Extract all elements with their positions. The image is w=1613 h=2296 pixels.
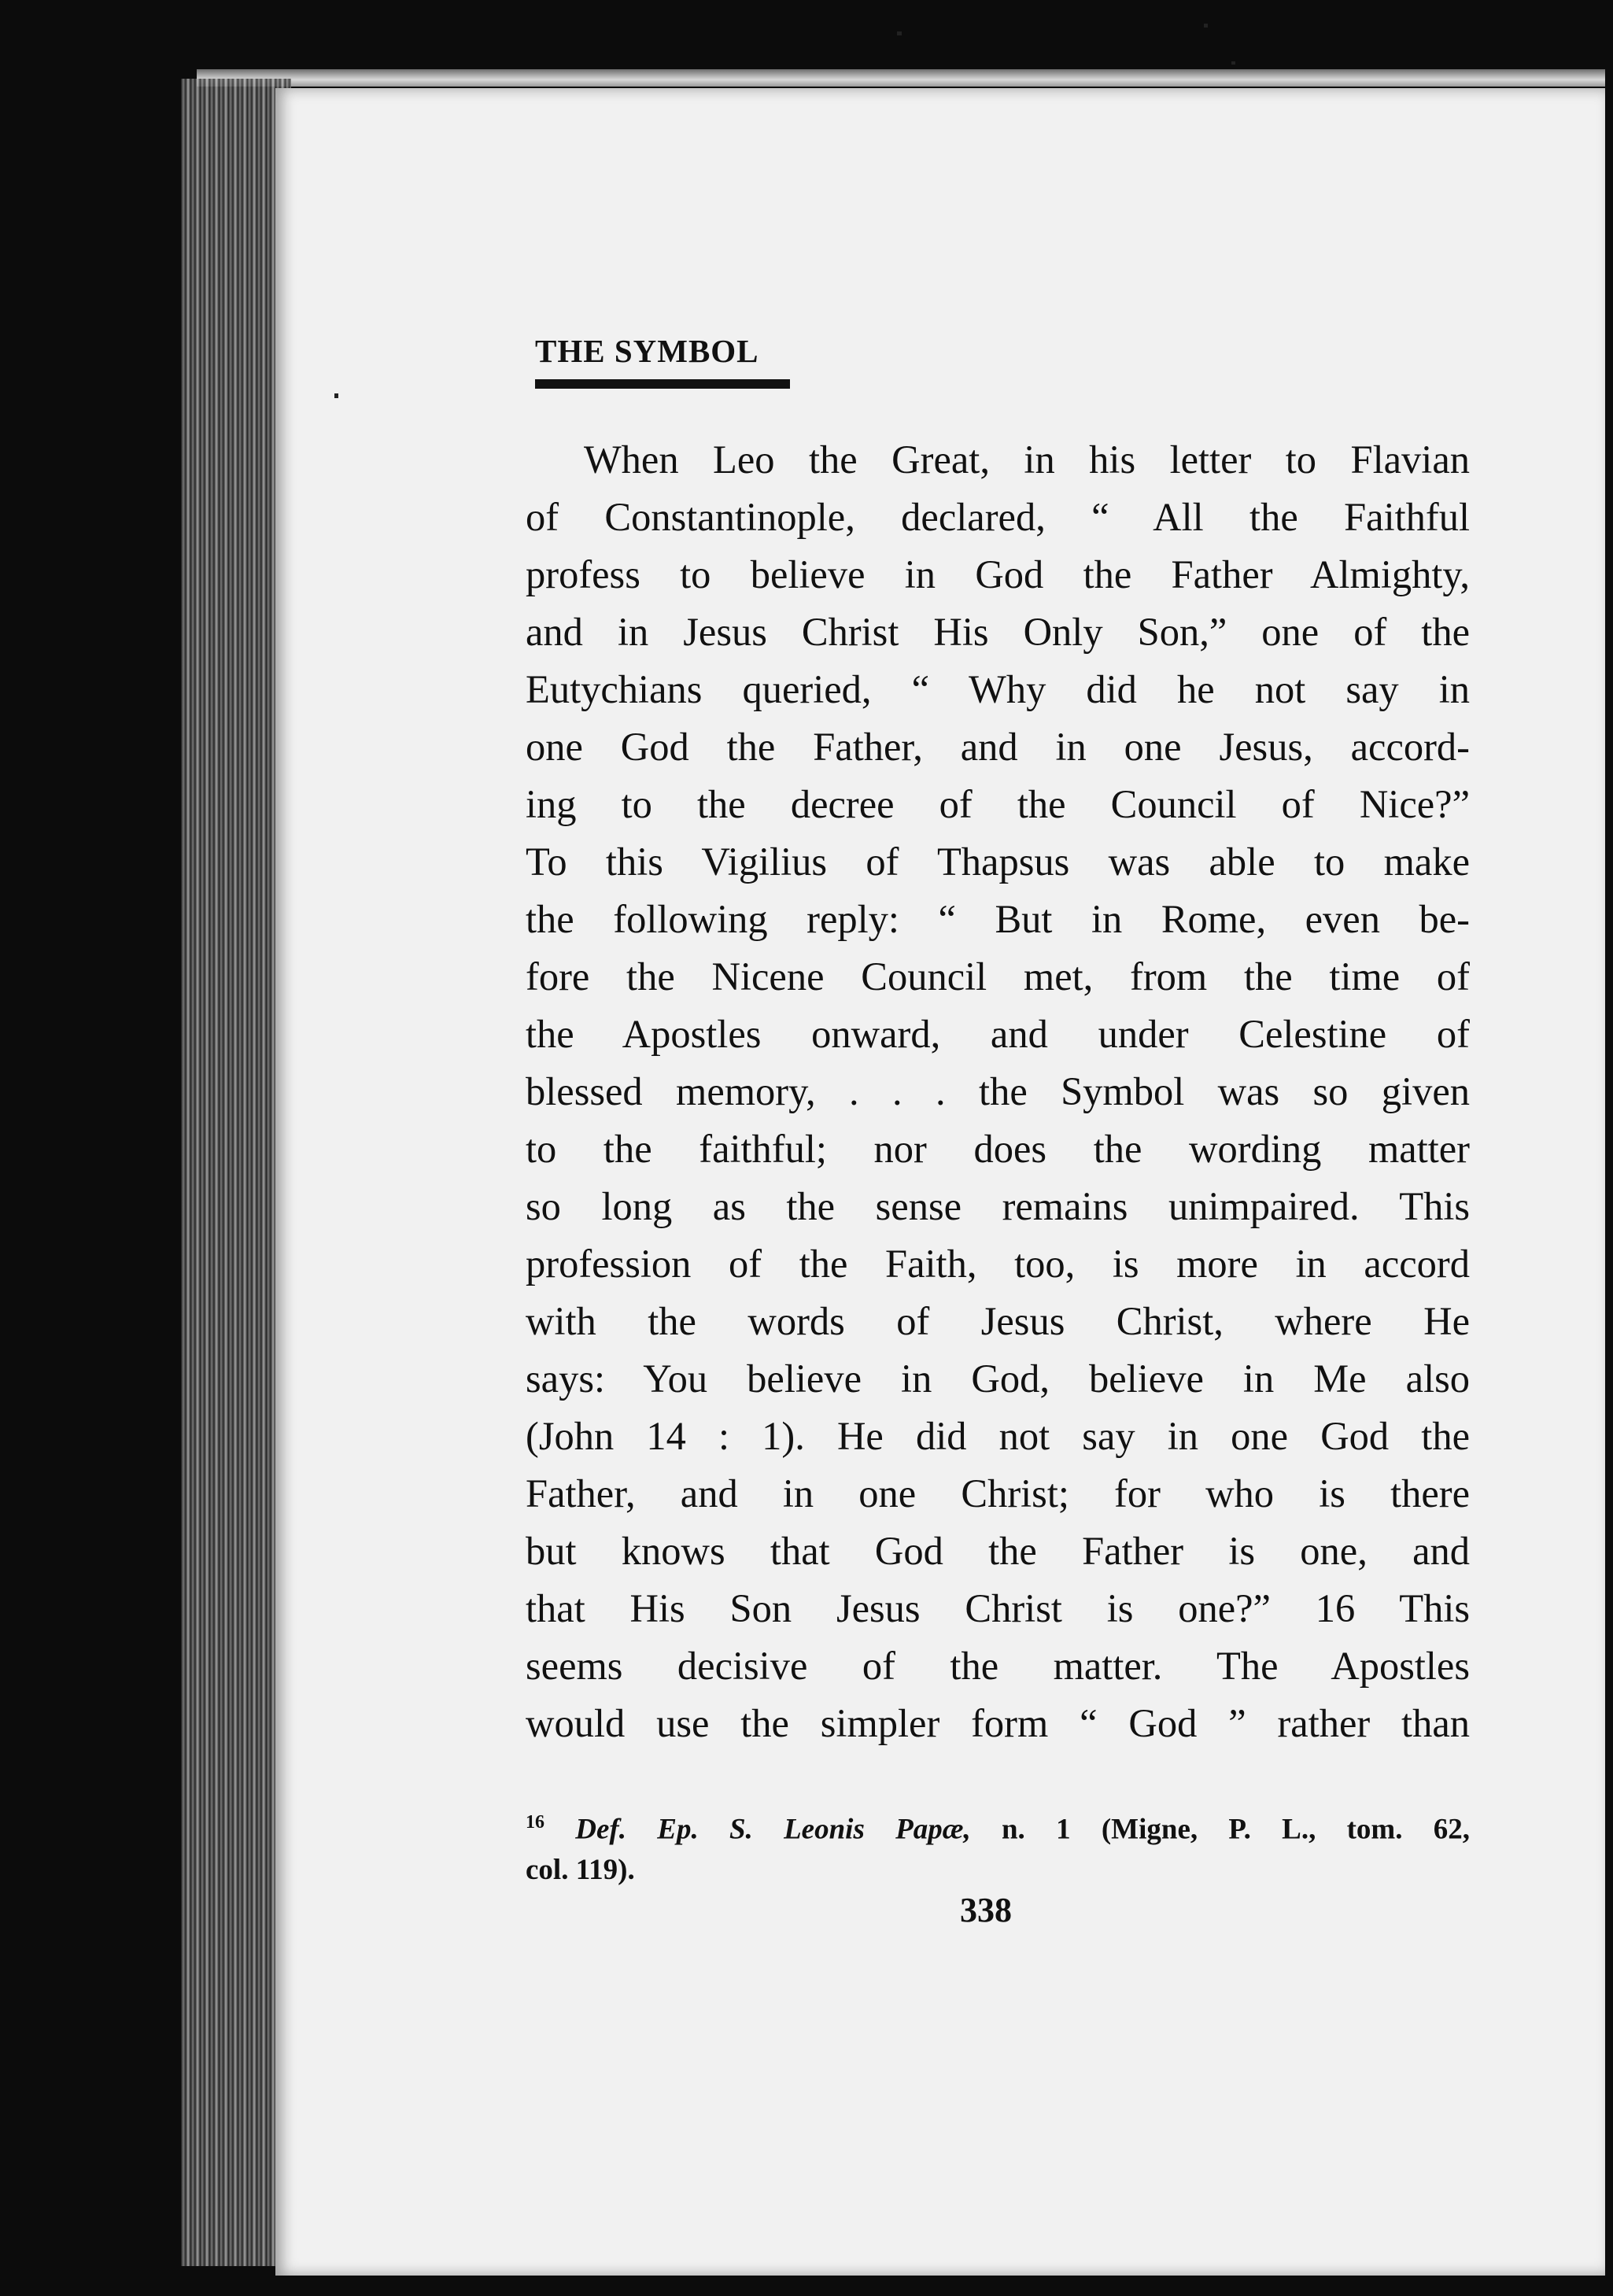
running-header: THE SYMBOL <box>535 333 759 369</box>
footnote <box>526 1802 1470 1891</box>
text-line: To this Vigilius of Thapsus was able to make <box>526 840 1470 884</box>
footnote-line: col. 119). <box>526 1854 635 1887</box>
text-line: fore the Nicene Council met, from the time of <box>526 954 1470 999</box>
footnote-citation: n. 1 (Migne, P. L., tom. 62, <box>1001 1813 1471 1846</box>
text-line: (John 14 : 1). He did not say in one God the <box>526 1414 1470 1458</box>
text-line: says: You believe in God, believe in Me also <box>526 1357 1470 1401</box>
text-line: seems decisive of the matter. The Apostles <box>526 1644 1470 1688</box>
text-line: with the words of Jesus Christ, where He <box>526 1299 1470 1343</box>
text-line: and in Jesus Christ His Only Son,” one of the <box>526 610 1470 654</box>
header-rule <box>535 379 790 389</box>
body-text <box>526 431 1470 1752</box>
text-line: of Constantinople, declared, “ All the Faithful <box>526 495 1470 539</box>
scan-speck <box>1231 61 1235 65</box>
page-number: 338 <box>960 1891 1012 1929</box>
text-line: ing to the decree of the Council of Nice?” <box>526 782 1470 826</box>
text-line: profession of the Faith, too, is more in accord <box>526 1242 1470 1286</box>
text-line: the Apostles onward, and under Celestine of <box>526 1012 1470 1056</box>
text-line: the following reply: “ But in Rome, even be- <box>526 897 1470 941</box>
text-line: would use the simpler form “ God ” rather than <box>526 1701 1470 1745</box>
text-line: that His Son Jesus Christ is one?” 16 This <box>526 1586 1470 1630</box>
text-line: profess to believe in God the Father Almighty, <box>526 552 1470 596</box>
footnote-mark: 16 <box>526 1812 544 1833</box>
text-line: Father, and in one Christ; for who is there <box>526 1471 1470 1515</box>
scan-speck <box>897 31 902 35</box>
book-top-edge <box>197 69 1605 87</box>
text-line: When Leo the Great, in his letter to Flavian <box>584 437 1470 482</box>
text-line: Eutychians queried, “ Why did he not say in <box>526 667 1470 711</box>
text-line: so long as the sense remains unimpaired. This <box>526 1184 1470 1228</box>
text-line: but knows that God the Father is one, and <box>526 1529 1470 1573</box>
book-page-edges <box>181 79 291 2266</box>
scan-speck <box>1204 24 1208 28</box>
footnote-work-title: Def. Ep. S. Leonis Papæ, <box>575 1813 971 1846</box>
text-line: one God the Father, and in one Jesus, accord- <box>526 725 1470 769</box>
text-line: blessed memory, . . . the Symbol was so given <box>526 1069 1470 1113</box>
scan-speck <box>334 393 338 398</box>
footnote-line <box>526 1802 1470 1850</box>
text-line: to the faithful; nor does the wording matter <box>526 1127 1470 1171</box>
